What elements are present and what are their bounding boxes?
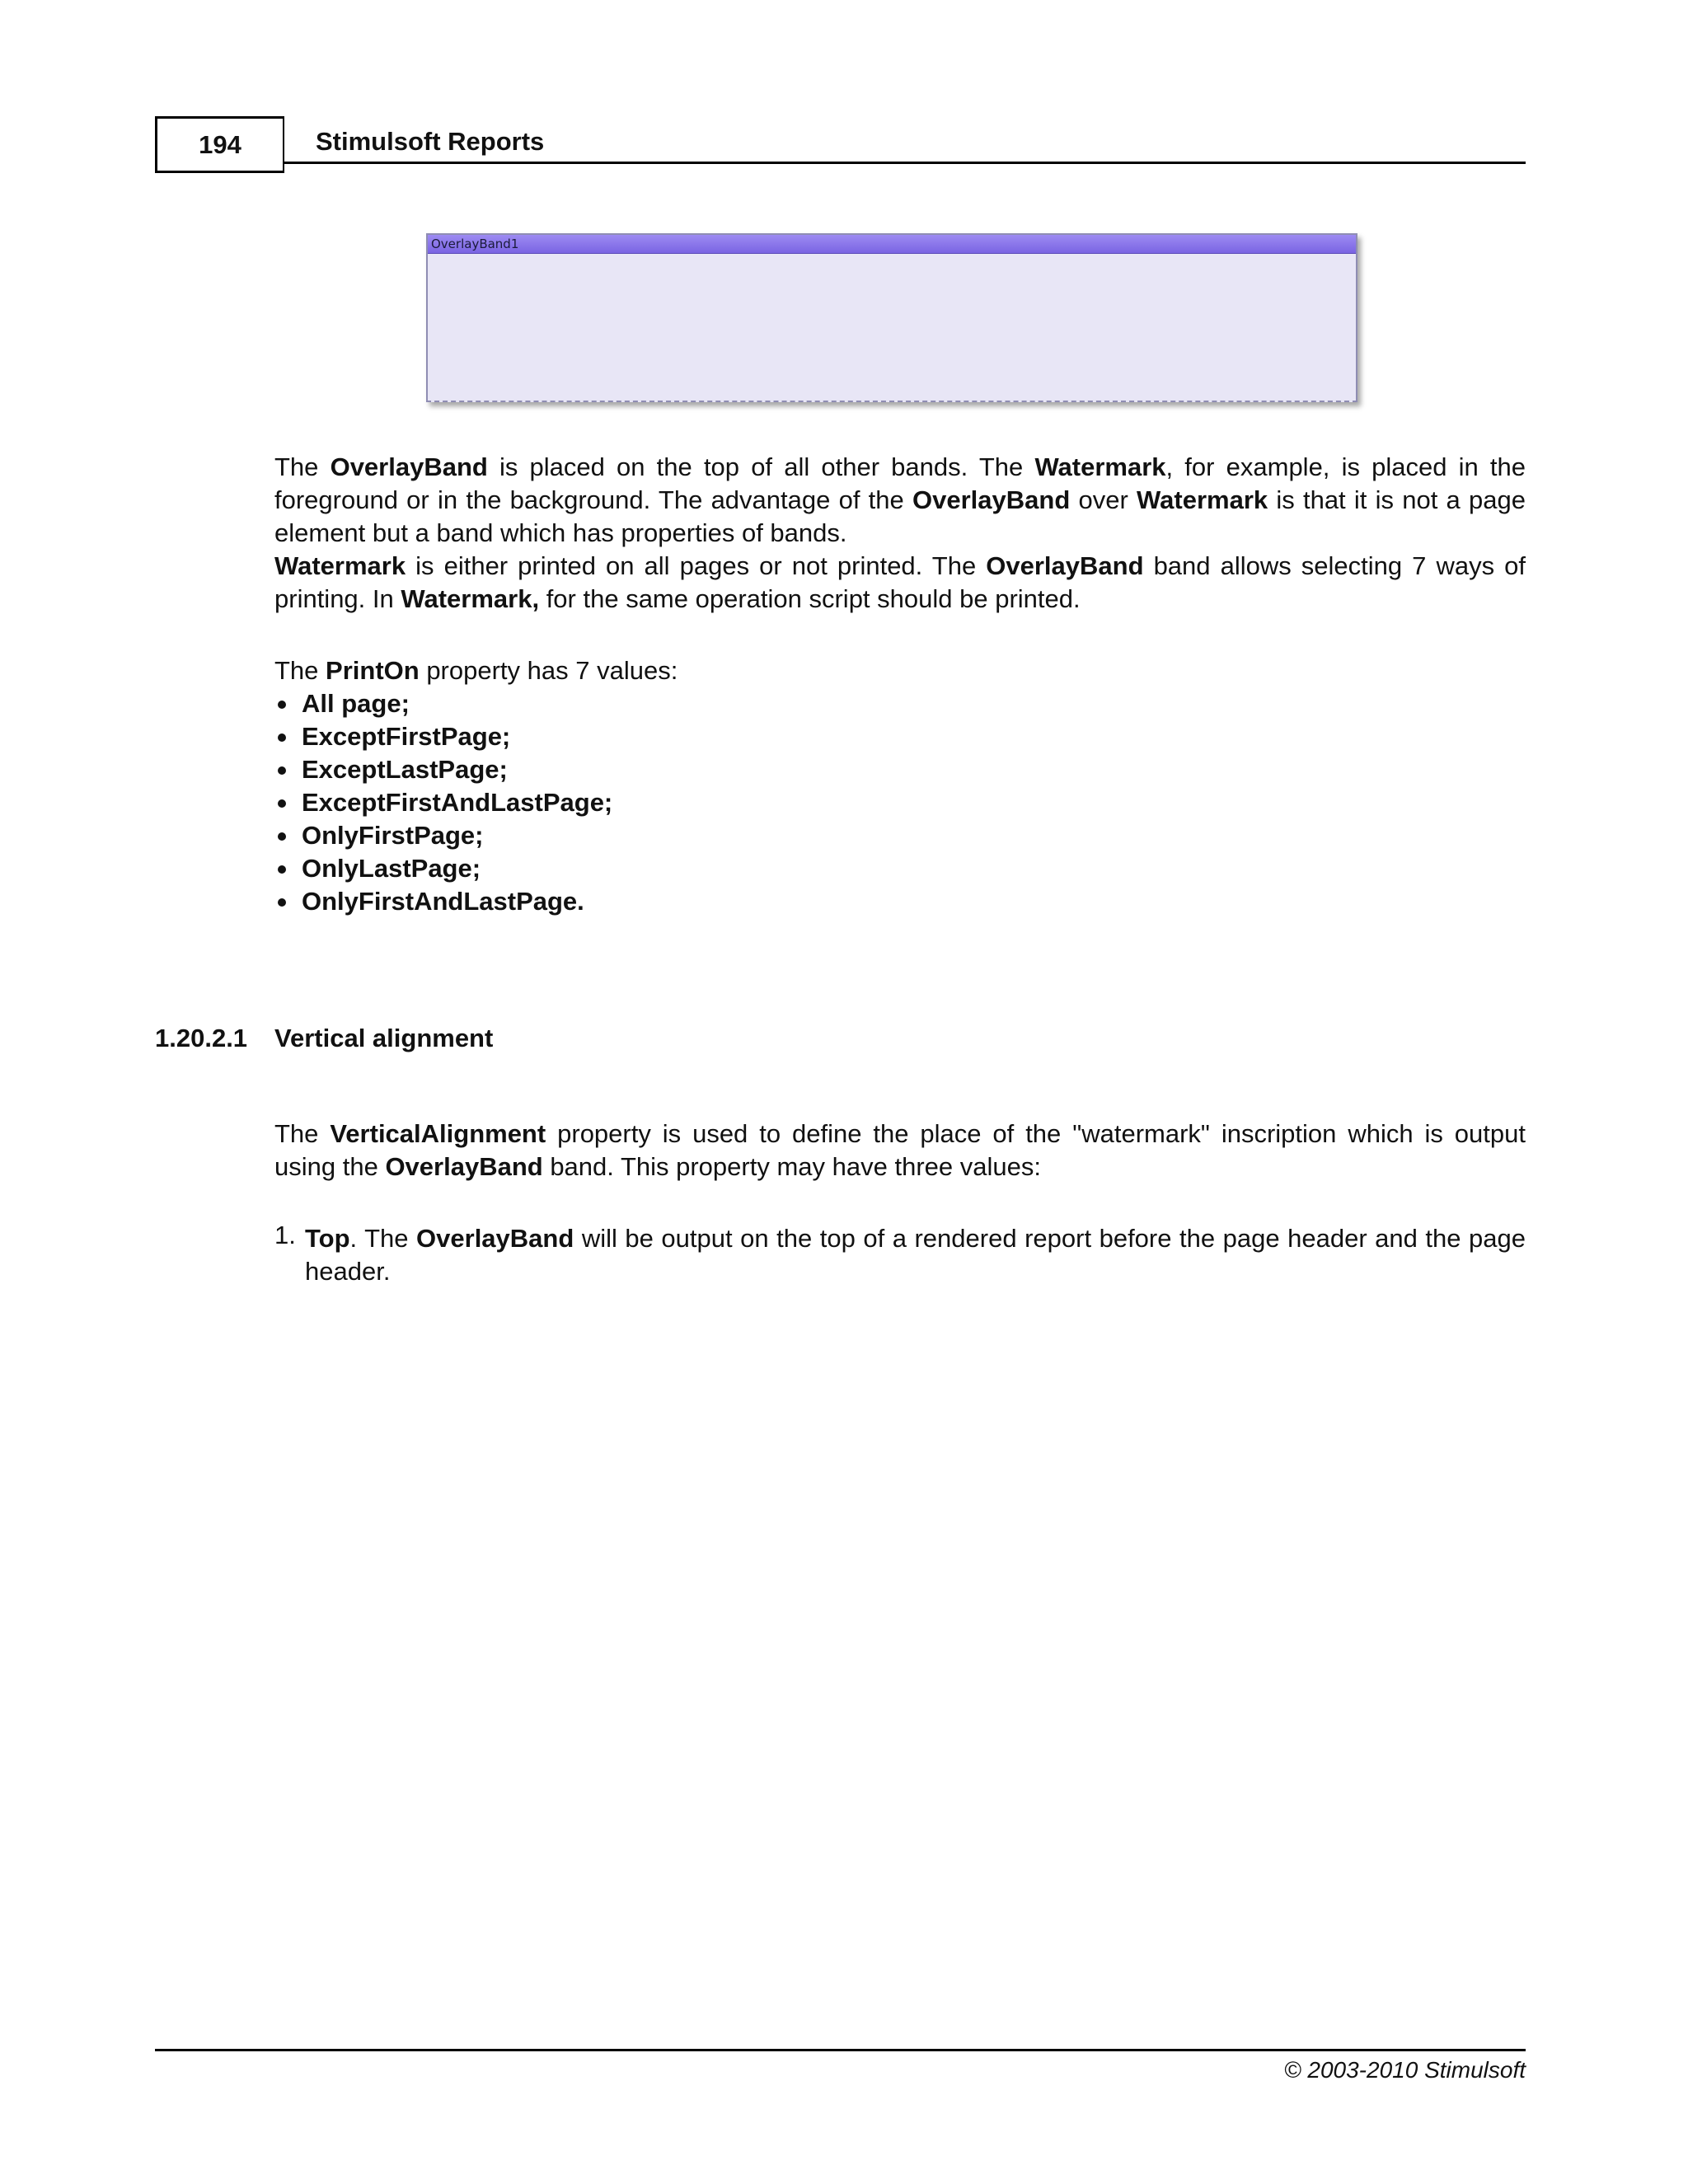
section-heading xyxy=(155,1022,493,1055)
printon-intro: The PrintOn property has 7 values: xyxy=(274,656,678,685)
list-item: All page; xyxy=(274,687,1526,720)
header-rule xyxy=(284,162,1526,164)
footer-copyright: © 2003-2010 Stimulsoft xyxy=(1283,2057,1526,2083)
list-item: OnlyLastPage; xyxy=(274,852,1526,885)
printon-values-list xyxy=(274,687,1526,918)
page-number: 194 xyxy=(199,129,241,159)
item-number: 1. xyxy=(274,1221,296,1249)
list-item: OnlyFirstAndLastPage. xyxy=(274,885,1526,918)
item-text: Top. The OverlayBand will be output on the top of a rendered report before the page header and the page header. xyxy=(305,1224,1526,1286)
list-item: OnlyFirstPage; xyxy=(274,819,1526,852)
footer-rule xyxy=(155,2049,1526,2051)
numbered-item-top xyxy=(274,1222,1526,1288)
band-title-bar: OverlayBand1 xyxy=(428,235,1356,254)
section-title: Vertical alignment xyxy=(274,1024,494,1052)
vertical-alignment-paragraph: The VerticalAlignment property is used to define the place of the "watermark" inscription which is output using the OverlayBand band. This property may have three values: xyxy=(274,1119,1526,1181)
list-item: ExceptLastPage; xyxy=(274,753,1526,786)
overlay-band-figure xyxy=(426,233,1357,402)
section-number: 1.20.2.1 xyxy=(155,1024,248,1052)
page-number-box xyxy=(155,116,284,173)
intro-section xyxy=(274,451,1526,616)
printon-section xyxy=(274,654,1526,918)
intro-paragraph-1: The OverlayBand is placed on the top of all other bands. The Watermark, for example, is placed in the foreground or in the background. The advantage of the OverlayBand over Watermark is that it is not a page element but a band which has properties of bands. xyxy=(274,452,1526,547)
running-header-title: Stimulsoft Reports xyxy=(316,127,545,156)
intro-paragraph-2: Watermark is either printed on all pages or not printed. The OverlayBand band allows selecting 7 ways of printing. In Watermark, for the same operation script should be printed. xyxy=(274,551,1526,613)
list-item: ExceptFirstAndLastPage; xyxy=(274,786,1526,819)
list-item: ExceptFirstPage; xyxy=(274,720,1526,753)
